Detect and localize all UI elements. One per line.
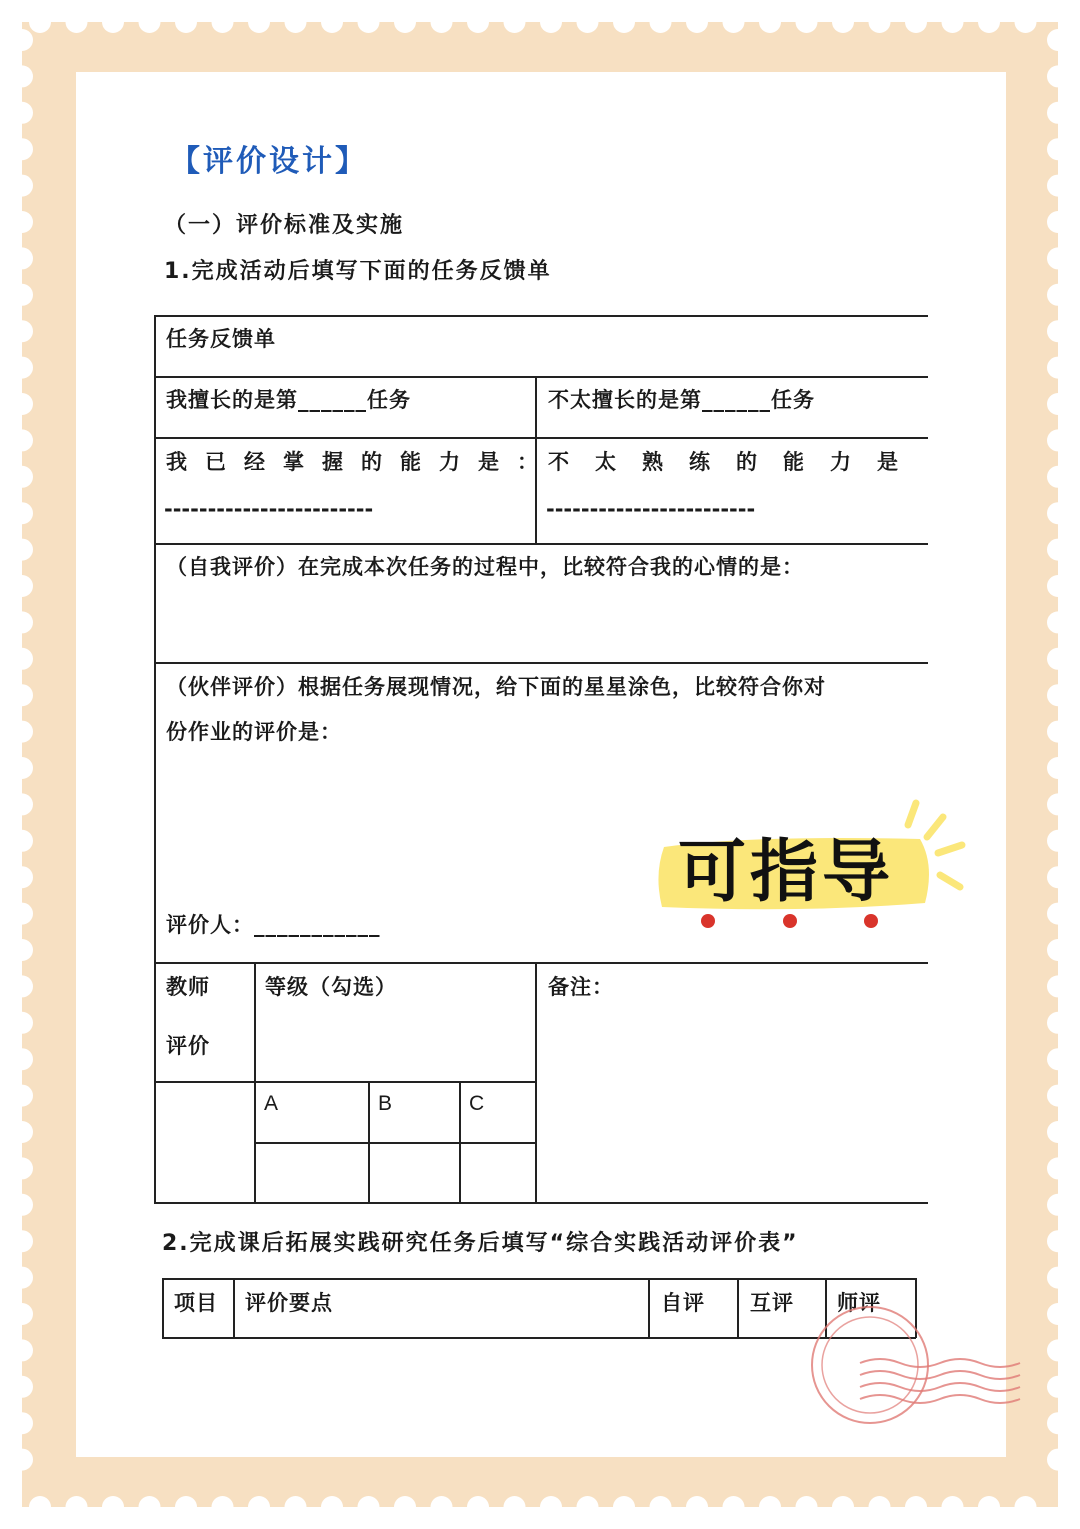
remarks-label: 备注：: [548, 975, 614, 999]
form-title: 任务反馈单: [166, 327, 276, 351]
evaluator-line: 评价人：___________: [166, 913, 381, 937]
not-good-at-text: 不太擅长的是第______任务: [548, 388, 815, 412]
peer-eval-line-2: 份作业的评价是：: [166, 720, 342, 744]
sticker-dot: [701, 914, 715, 928]
unfamiliar-blank: ------------------------: [546, 497, 756, 521]
unfamiliar-label: 不太熟练的能力是: [548, 450, 924, 474]
grade-c: C: [469, 1092, 485, 1115]
good-at-text: 我擅长的是第______任务: [166, 388, 411, 412]
subheading: （一）评价标准及实施: [164, 213, 405, 238]
teacher-eval-line-2: 评价: [166, 1034, 210, 1058]
section-heading: 【评价设计】: [170, 144, 368, 179]
col-header-self: 自评: [661, 1291, 705, 1315]
mastered-label: 我已经掌握的能力是：: [166, 450, 556, 474]
col-header-item: 项目: [174, 1291, 218, 1315]
instruction-2: 2.完成课后拓展实践研究任务后填写“综合实践活动评价表”: [162, 1231, 799, 1256]
peer-eval-line-1: （伙伴评价）根据任务展现情况，给下面的星星涂色，比较符合你对: [166, 675, 826, 699]
sticker-dot: [864, 914, 878, 928]
postmark-graphic: [800, 1305, 1040, 1435]
teacher-eval-line-1: 教师: [166, 975, 210, 999]
col-header-criteria: 评价要点: [245, 1291, 333, 1315]
sticker-text: 可指导: [678, 833, 895, 912]
col-header-teacher: 师评: [837, 1291, 881, 1315]
grade-b: B: [378, 1092, 393, 1115]
grade-a: A: [264, 1092, 279, 1115]
sticker-dot: [783, 914, 797, 928]
col-header-peer: 互评: [750, 1291, 794, 1315]
grade-label: 等级（勾选）: [265, 975, 397, 999]
mastered-blank: ------------------------: [164, 497, 374, 521]
instruction-1: 1.完成活动后填写下面的任务反馈单: [164, 259, 552, 284]
self-eval-text: （自我评价）在完成本次任务的过程中，比较符合我的心情的是：: [166, 555, 804, 579]
